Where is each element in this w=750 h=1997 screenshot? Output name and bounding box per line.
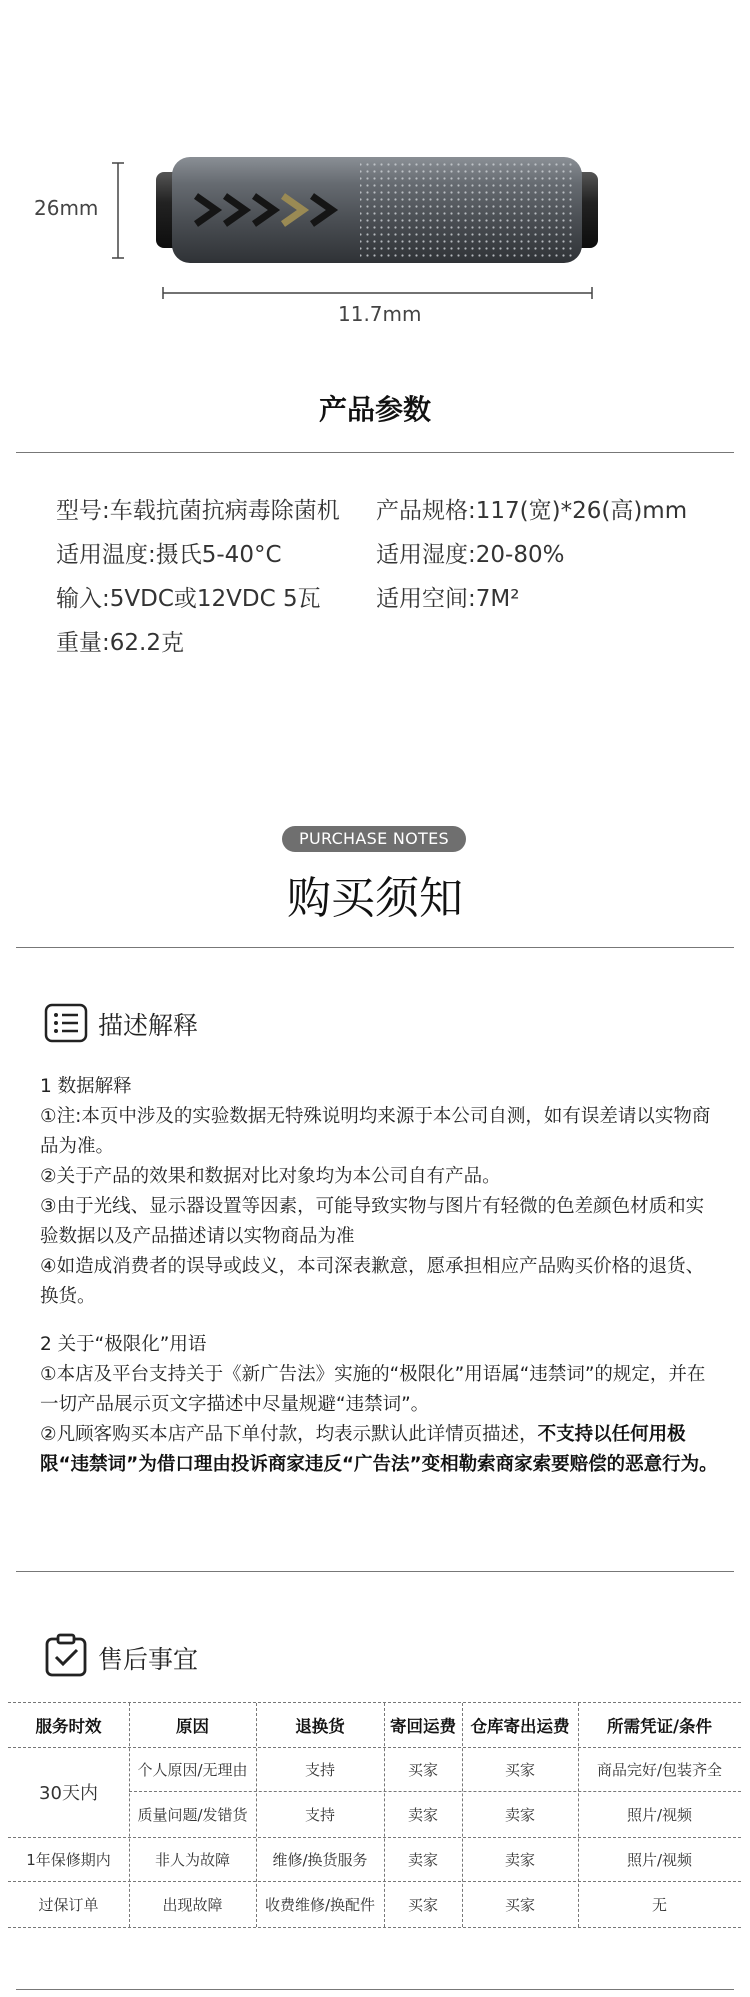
description-line: 1 数据解释 (40, 1076, 132, 1097)
purchase-notes-title: 购买须知 (287, 873, 463, 924)
clipboard-check-icon (44, 1633, 88, 1677)
description-line: ②关于产品的效果和数据对比对象均为本公司自有产品。 (40, 1166, 501, 1187)
description-divider (16, 1571, 734, 1572)
spec-input: 输入:5VDC或12VDC 5瓦 (56, 586, 321, 612)
aftersale-table (8, 1702, 741, 1928)
description-line: ④如造成消费者的误导或歧义，本司深表歉意，愿承担相应产品购买价格的退货、换货。 (40, 1256, 705, 1307)
table-cell: 出现故障 (162, 1895, 223, 1914)
spec-size: 产品规格:117(宽)*26(高)mm (376, 498, 688, 524)
table-cell: 买家 (504, 1760, 535, 1779)
list-icon (44, 1003, 88, 1043)
params-title: 产品参数 (318, 393, 431, 426)
table-cell: 卖家 (504, 1805, 535, 1824)
table-cell: 维修/换货服务 (272, 1850, 368, 1869)
width-dimension-label: 11.7mm (338, 302, 422, 326)
footer-divider (16, 1989, 734, 1990)
table-cell: 商品完好/包装齐全 (596, 1760, 723, 1779)
table-cell: 照片/视频 (626, 1805, 693, 1824)
description-line: ①注:本页中涉及的实验数据无特殊说明均来源于本公司自测，如有误差请以实物商品为准。 (40, 1106, 711, 1157)
spec-weight: 重量:62.2克 (56, 630, 184, 656)
table-cell: 买家 (504, 1895, 535, 1914)
table-header: 退换货 (295, 1717, 345, 1736)
table-cell-period: 30天内 (39, 1783, 98, 1804)
description-last-normal: ②凡顾客购买本店产品下单付款，均表示默认此详情页描述， (40, 1424, 538, 1445)
table-cell: 无 (651, 1895, 667, 1914)
spec-humidity: 适用湿度:20-80% (376, 542, 565, 568)
height-dimension-label: 26mm (34, 196, 99, 220)
description-line (40, 1420, 720, 1480)
table-cell: 支持 (304, 1805, 335, 1824)
description-data-explanation (40, 1072, 720, 1312)
table-header: 寄回运费 (390, 1717, 456, 1736)
table-cell: 卖家 (407, 1805, 438, 1824)
description-line: 2 关于“极限化”用语 (40, 1334, 207, 1355)
spec-model: 型号:车载抗菌抗病毒除菌机 (56, 498, 340, 524)
product-illustration (0, 0, 750, 350)
table-cell: 非人为故障 (154, 1850, 230, 1869)
purchase-notes-badge: PURCHASE NOTES (282, 826, 466, 852)
description-limit-terms (40, 1330, 720, 1480)
table-cell: 买家 (407, 1760, 438, 1779)
description-heading: 描述解释 (98, 1011, 199, 1040)
aftersale-heading: 售后事宜 (98, 1645, 199, 1674)
product-device-image (0, 0, 750, 350)
params-divider (16, 452, 734, 453)
description-line: ③由于光线、显示器设置等因素，可能导致实物与图片有轻微的色差颜色材质和实验数据以及产品描述请以实物商品为准 (40, 1196, 705, 1247)
table-cell: 买家 (407, 1895, 438, 1914)
table-cell-period: 过保订单 (38, 1895, 99, 1914)
table-cell: 收费维修/换配件 (264, 1895, 376, 1914)
table-cell: 支持 (304, 1760, 335, 1779)
spec-space: 适用空间:7M² (376, 586, 520, 612)
table-cell-period: 1年保修期内 (26, 1850, 111, 1869)
table-cell: 卖家 (504, 1850, 535, 1869)
description-last-bold: 不支持以任何用极限“违禁词”为借口理由投诉商家违反“广告法”变相勒索商家索要赔偿的恶意行为。 (40, 1424, 718, 1475)
table-cell: 照片/视频 (626, 1850, 693, 1869)
notes-divider (16, 947, 734, 948)
table-cell: 卖家 (407, 1850, 438, 1869)
table-header: 仓库寄出运费 (470, 1717, 570, 1736)
spec-temperature: 适用温度:摄氏5-40°C (56, 542, 282, 568)
table-header: 所需凭证/条件 (606, 1717, 713, 1736)
description-line: ①本店及平台支持关于《新广告法》实施的“极限化”用语属“违禁词”的规定，并在一切产品展示页文字描述中尽量规避“违禁词”。 (40, 1364, 706, 1415)
table-header: 原因 (176, 1717, 209, 1736)
table-header: 服务时效 (35, 1717, 102, 1736)
table-cell: 质量问题/发错货 (137, 1805, 248, 1824)
table-cell: 个人原因/无理由 (137, 1760, 248, 1779)
